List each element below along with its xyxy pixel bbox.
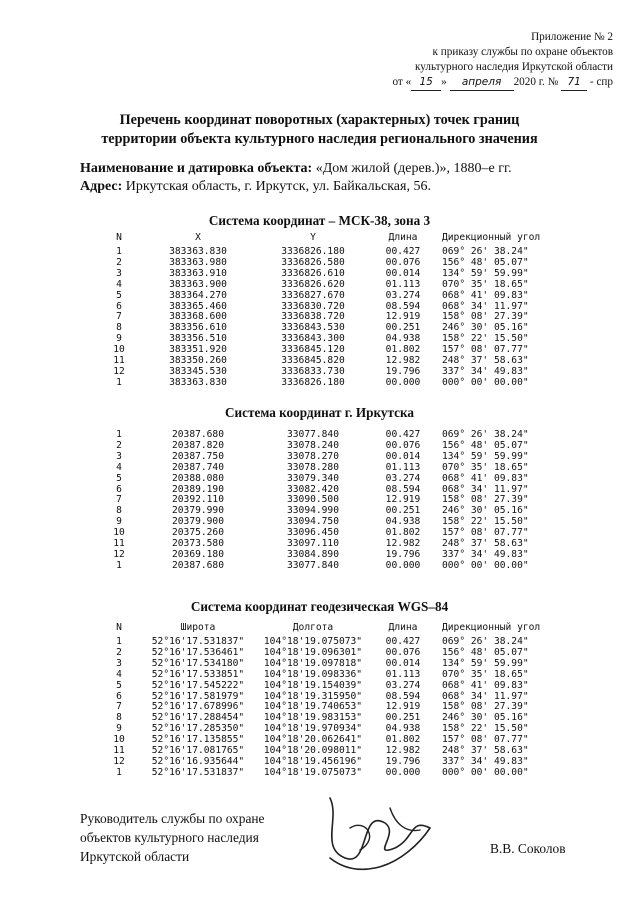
segment-length: 03.274 — [385, 679, 421, 691]
segment-length: 01.802 — [385, 344, 421, 356]
signatory-position — [80, 809, 265, 866]
segment-length: 00.000 — [385, 766, 421, 778]
coord-2: 104°18'19.098336" — [263, 668, 363, 680]
coord-2: 33079.340 — [287, 472, 339, 484]
coord-2: 104°18'19.315950" — [263, 690, 363, 702]
segment-length: 00.000 — [385, 559, 421, 571]
point-number: 7 — [116, 311, 122, 323]
col-angle-header: Дирекционный угол — [442, 232, 541, 243]
direction-angle: 068° 34' 11.97" — [442, 300, 529, 312]
table-row — [100, 670, 562, 681]
col-angle-header: Дирекционный угол — [442, 622, 541, 633]
direction-angle: 068° 41' 09.83" — [442, 289, 529, 301]
point-number: 10 — [113, 344, 125, 356]
point-number: 3 — [116, 267, 122, 279]
coord-2: 3336826.180 — [281, 246, 345, 257]
segment-length: 19.796 — [385, 755, 421, 767]
system3-body — [100, 637, 562, 779]
segment-length: 12.982 — [385, 745, 421, 757]
segment-length: 00.000 — [385, 376, 421, 388]
date-year: 2020 г. № — [513, 76, 559, 88]
segment-length: 12.982 — [385, 538, 421, 550]
direction-angle: 069° 26' 38.24" — [442, 636, 529, 647]
coord-1: 383365.460 — [169, 300, 227, 312]
coord-2: 3336843.300 — [281, 333, 345, 345]
coord-1: 383363.830 — [169, 376, 227, 388]
segment-length: 04.938 — [385, 723, 421, 735]
direction-angle: 070° 35' 18.65" — [442, 278, 529, 290]
footer-line2: объектов культурного наследия — [80, 830, 259, 845]
table-row — [100, 681, 562, 692]
direction-angle: 134° 59' 59.99" — [442, 657, 529, 669]
coord-1: 20392.110 — [172, 494, 224, 506]
object-name-line — [80, 160, 512, 178]
point-number: 7 — [116, 494, 122, 506]
segment-length: 00.427 — [385, 429, 421, 440]
point-number: 11 — [113, 745, 125, 757]
direction-angle: 069° 26' 38.24" — [442, 429, 529, 440]
point-number: 9 — [116, 723, 122, 735]
coord-2: 33078.280 — [287, 461, 339, 473]
footer-line3: Иркутской области — [80, 849, 190, 864]
direction-angle: 158° 22' 15.50" — [442, 516, 529, 528]
col-length-header: Длина — [388, 232, 418, 243]
point-number: 9 — [116, 516, 122, 528]
coord-2: 3336830.720 — [281, 300, 345, 312]
point-number: 8 — [116, 505, 122, 517]
table-row — [100, 378, 562, 389]
direction-angle: 248° 37' 58.63" — [442, 355, 529, 367]
coord-1: 20387.750 — [172, 450, 224, 462]
object-address-value: Иркутская область, г. Иркутск, ул. Байкальская, 56. — [125, 179, 431, 194]
coord-1: 383363.830 — [169, 246, 227, 257]
coord-2: 33077.840 — [287, 429, 339, 440]
coord-2: 3336826.610 — [281, 267, 345, 279]
coord-2: 33082.420 — [287, 483, 339, 495]
point-number: 11 — [113, 355, 125, 367]
coord-1: 20379.900 — [172, 516, 224, 528]
coord-2: 3336826.180 — [281, 376, 345, 388]
date-mid: » — [441, 76, 447, 88]
direction-angle: 156° 48' 05.07" — [442, 256, 529, 268]
segment-length: 03.274 — [385, 472, 421, 484]
system3-title: Система координат геодезическая WGS–84 — [190, 599, 449, 614]
coord-2: 3336838.720 — [281, 311, 345, 323]
coord-2: 104°18'19.456196" — [263, 755, 363, 767]
direction-angle: 070° 35' 18.65" — [442, 461, 529, 473]
direction-angle: 157° 08' 07.77" — [442, 527, 529, 539]
col-y-header: Y — [310, 232, 316, 243]
point-number: 8 — [116, 712, 122, 724]
segment-length: 08.594 — [385, 483, 421, 495]
point-number: 3 — [116, 450, 122, 462]
table-row — [100, 561, 562, 572]
coord-1: 20388.080 — [172, 472, 224, 484]
coord-2: 3336845.820 — [281, 355, 345, 367]
coord-2: 3336826.580 — [281, 256, 345, 268]
handwritten-signature — [300, 788, 450, 878]
system1-table — [100, 233, 562, 389]
coord-2: 3336843.530 — [281, 322, 345, 334]
segment-length: 00.251 — [385, 712, 421, 724]
coord-2: 33078.240 — [287, 439, 339, 451]
order-number: 71 — [561, 75, 587, 91]
coord-1: 383363.980 — [169, 256, 227, 268]
point-number: 1 — [116, 636, 122, 647]
segment-length: 04.938 — [385, 333, 421, 345]
coord-2: 3336826.620 — [281, 278, 345, 290]
segment-length: 00.014 — [385, 657, 421, 669]
direction-angle: 068° 41' 09.83" — [442, 679, 529, 691]
coord-2: 3336833.730 — [281, 365, 345, 377]
coord-2: 3336845.120 — [281, 344, 345, 356]
coord-1: 383351.920 — [169, 344, 227, 356]
coord-2: 104°18'20.098011" — [263, 745, 363, 757]
segment-length: 01.113 — [385, 278, 421, 290]
coord-2: 33077.840 — [287, 559, 339, 571]
coord-1: 20389.190 — [172, 483, 224, 495]
appendix-date-line — [323, 75, 613, 91]
segment-length: 00.014 — [385, 450, 421, 462]
point-number: 7 — [116, 701, 122, 713]
coord-2: 104°18'19.740653" — [263, 701, 363, 713]
segment-length: 12.919 — [385, 311, 421, 323]
direction-angle: 248° 37' 58.63" — [442, 538, 529, 550]
coord-2: 104°18'19.097818" — [263, 657, 363, 669]
point-number: 1 — [116, 429, 122, 440]
direction-angle: 134° 59' 59.99" — [442, 267, 529, 279]
coord-1: 52°16'17.534180" — [151, 657, 245, 669]
segment-length: 03.274 — [385, 289, 421, 301]
col-length-header: Длина — [388, 622, 418, 633]
coord-2: 104°18'19.075073" — [263, 766, 363, 778]
direction-angle: 069° 26' 38.24" — [442, 246, 529, 257]
coord-1: 20387.740 — [172, 461, 224, 473]
system1-title: Система координат – МСК-38, зона 3 — [208, 213, 431, 228]
segment-length: 00.427 — [385, 246, 421, 257]
coord-2: 33097.110 — [287, 538, 339, 550]
direction-angle: 158° 22' 15.50" — [442, 333, 529, 345]
coord-1: 20369.180 — [172, 548, 224, 560]
coord-1: 52°16'17.533851" — [151, 668, 245, 680]
object-address-line — [80, 178, 431, 196]
appendix-line3: культурного наследия Иркутской области — [415, 61, 613, 73]
coord-1: 383350.260 — [169, 355, 227, 367]
segment-length: 12.982 — [385, 355, 421, 367]
point-number: 12 — [113, 365, 125, 377]
coord-1: 383368.600 — [169, 311, 227, 323]
segment-length: 08.594 — [385, 300, 421, 312]
system1-body — [100, 247, 562, 389]
coord-2: 33090.500 — [287, 494, 339, 506]
coord-2: 3336827.670 — [281, 289, 345, 301]
title-line1: Перечень координат поворотных (характерных) точек границ — [119, 112, 520, 128]
point-number: 6 — [116, 690, 122, 702]
system3-header-row — [100, 623, 562, 637]
direction-angle: 337° 34' 49.83" — [442, 365, 529, 377]
segment-length: 08.594 — [385, 690, 421, 702]
date-day: 15 — [411, 75, 441, 91]
direction-angle: 158° 08' 27.39" — [442, 494, 529, 506]
point-number: 1 — [116, 246, 122, 257]
point-number: 6 — [116, 483, 122, 495]
point-number: 10 — [113, 527, 125, 539]
point-number: 4 — [116, 668, 122, 680]
coord-2: 104°18'19.075073" — [263, 636, 363, 647]
segment-length: 00.076 — [385, 439, 421, 451]
coord-1: 20387.680 — [172, 559, 224, 571]
direction-angle: 000° 00' 00.00" — [442, 766, 529, 778]
direction-angle: 157° 08' 07.77" — [442, 734, 529, 746]
direction-angle: 068° 34' 11.97" — [442, 690, 529, 702]
direction-angle: 248° 37' 58.63" — [442, 745, 529, 757]
signer-name: В.В. Соколов — [490, 841, 566, 856]
coord-1: 52°16'17.581979" — [151, 690, 245, 702]
col-n-header: N — [116, 622, 122, 633]
direction-angle: 246° 30' 05.16" — [442, 322, 529, 334]
segment-length: 00.076 — [385, 256, 421, 268]
date-prefix: от « — [392, 76, 412, 88]
direction-angle: 134° 59' 59.99" — [442, 450, 529, 462]
footer-line1: Руководитель службы по охране — [80, 811, 265, 826]
segment-length: 00.251 — [385, 505, 421, 517]
coord-1: 383345.530 — [169, 365, 227, 377]
point-number: 5 — [116, 679, 122, 691]
coord-1: 52°16'17.531837" — [151, 636, 245, 647]
point-number: 2 — [116, 439, 122, 451]
table-row — [100, 474, 562, 485]
point-number: 4 — [116, 461, 122, 473]
table-row — [100, 280, 562, 291]
segment-length: 00.251 — [385, 322, 421, 334]
coord-1: 52°16'17.285350" — [151, 723, 245, 735]
point-number: 2 — [116, 646, 122, 658]
direction-angle: 068° 41' 09.83" — [442, 472, 529, 484]
coord-1: 20387.820 — [172, 439, 224, 451]
coord-1: 20373.580 — [172, 538, 224, 550]
direction-angle: 156° 48' 05.07" — [442, 439, 529, 451]
coord-2: 33094.750 — [287, 516, 339, 528]
coord-2: 33096.450 — [287, 527, 339, 539]
coord-2: 33094.990 — [287, 505, 339, 517]
direction-angle: 158° 08' 27.39" — [442, 311, 529, 323]
table-row — [100, 768, 562, 779]
direction-angle: 156° 48' 05.07" — [442, 646, 529, 658]
coord-1: 20375.260 — [172, 527, 224, 539]
coord-2: 33084.890 — [287, 548, 339, 560]
date-month: апреля — [450, 75, 514, 91]
coord-2: 104°18'19.154039" — [263, 679, 363, 691]
segment-length: 00.076 — [385, 646, 421, 658]
point-number: 11 — [113, 538, 125, 550]
coord-1: 52°16'17.536461" — [151, 646, 245, 658]
segment-length: 01.802 — [385, 734, 421, 746]
coord-1: 383363.900 — [169, 278, 227, 290]
point-number: 5 — [116, 472, 122, 484]
direction-angle: 158° 22' 15.50" — [442, 723, 529, 735]
col-lat-header: Широта — [180, 622, 216, 633]
direction-angle: 337° 34' 49.83" — [442, 755, 529, 767]
point-number: 6 — [116, 300, 122, 312]
order-suffix: - спр — [589, 76, 613, 88]
segment-length: 00.427 — [385, 636, 421, 647]
system2-table — [100, 430, 562, 572]
point-number: 1 — [116, 559, 122, 571]
segment-length: 01.113 — [385, 461, 421, 473]
point-number: 2 — [116, 256, 122, 268]
object-name-value: «Дом жилой (дерев.)», 1880–е гг. — [315, 161, 512, 176]
coord-1: 52°16'17.545222" — [151, 679, 245, 691]
title-line2: территории объекта культурного наследия регионального значения — [101, 131, 538, 147]
point-number: 1 — [116, 376, 122, 388]
segment-length: 19.796 — [385, 548, 421, 560]
segment-length: 12.919 — [385, 701, 421, 713]
direction-angle: 246° 30' 05.16" — [442, 712, 529, 724]
coord-1: 383356.510 — [169, 333, 227, 345]
direction-angle: 337° 34' 49.83" — [442, 548, 529, 560]
object-name-label: Наименование и датировка объекта: — [80, 161, 313, 176]
direction-angle: 246° 30' 05.16" — [442, 505, 529, 517]
point-number: 1 — [116, 766, 122, 778]
col-x-header: X — [195, 232, 201, 243]
system2-title: Система координат г. Иркутска — [225, 405, 414, 420]
document-title — [0, 111, 639, 149]
point-number: 8 — [116, 322, 122, 334]
coord-2: 104°18'20.062641" — [263, 734, 363, 746]
coord-2: 33078.270 — [287, 450, 339, 462]
coord-2: 104°18'19.970934" — [263, 723, 363, 735]
coord-1: 383356.610 — [169, 322, 227, 334]
table-row — [100, 463, 562, 474]
direction-angle: 070° 35' 18.65" — [442, 668, 529, 680]
col-lon-header: Долгота — [292, 622, 334, 633]
coord-1: 52°16'17.135855" — [151, 734, 245, 746]
point-number: 5 — [116, 289, 122, 301]
coord-1: 20379.990 — [172, 505, 224, 517]
object-address-label: Адрес: — [80, 179, 123, 194]
segment-length: 12.919 — [385, 494, 421, 506]
segment-length: 00.014 — [385, 267, 421, 279]
coord-1: 20387.680 — [172, 429, 224, 440]
point-number: 9 — [116, 333, 122, 345]
coord-1: 383363.910 — [169, 267, 227, 279]
point-number: 12 — [113, 755, 125, 767]
direction-angle: 068° 34' 11.97" — [442, 483, 529, 495]
coord-1: 52°16'17.531837" — [151, 766, 245, 778]
appendix-line2: к приказу службы по охране объектов — [432, 46, 613, 58]
direction-angle: 000° 00' 00.00" — [442, 559, 529, 571]
segment-length: 19.796 — [385, 365, 421, 377]
coord-1: 52°16'17.678996" — [151, 701, 245, 713]
col-n-header: N — [116, 232, 122, 243]
segment-length: 01.113 — [385, 668, 421, 680]
segment-length: 01.802 — [385, 527, 421, 539]
point-number: 10 — [113, 734, 125, 746]
appendix-line1: Приложение № 2 — [531, 31, 613, 43]
direction-angle: 000° 00' 00.00" — [442, 376, 529, 388]
coord-1: 52°16'17.081765" — [151, 745, 245, 757]
direction-angle: 157° 08' 07.77" — [442, 344, 529, 356]
segment-length: 04.938 — [385, 516, 421, 528]
coord-1: 52°16'16.935644" — [151, 755, 245, 767]
coord-2: 104°18'19.096301" — [263, 646, 363, 658]
system2-body — [100, 430, 562, 572]
direction-angle: 158° 08' 27.39" — [442, 701, 529, 713]
table-row — [100, 291, 562, 302]
system1-header-row — [100, 233, 562, 247]
point-number: 12 — [113, 548, 125, 560]
coord-1: 52°16'17.288454" — [151, 712, 245, 724]
coord-1: 383364.270 — [169, 289, 227, 301]
appendix-header — [323, 30, 613, 91]
coord-2: 104°18'19.983153" — [263, 712, 363, 724]
system3-table — [100, 623, 562, 779]
point-number: 4 — [116, 278, 122, 290]
point-number: 3 — [116, 657, 122, 669]
